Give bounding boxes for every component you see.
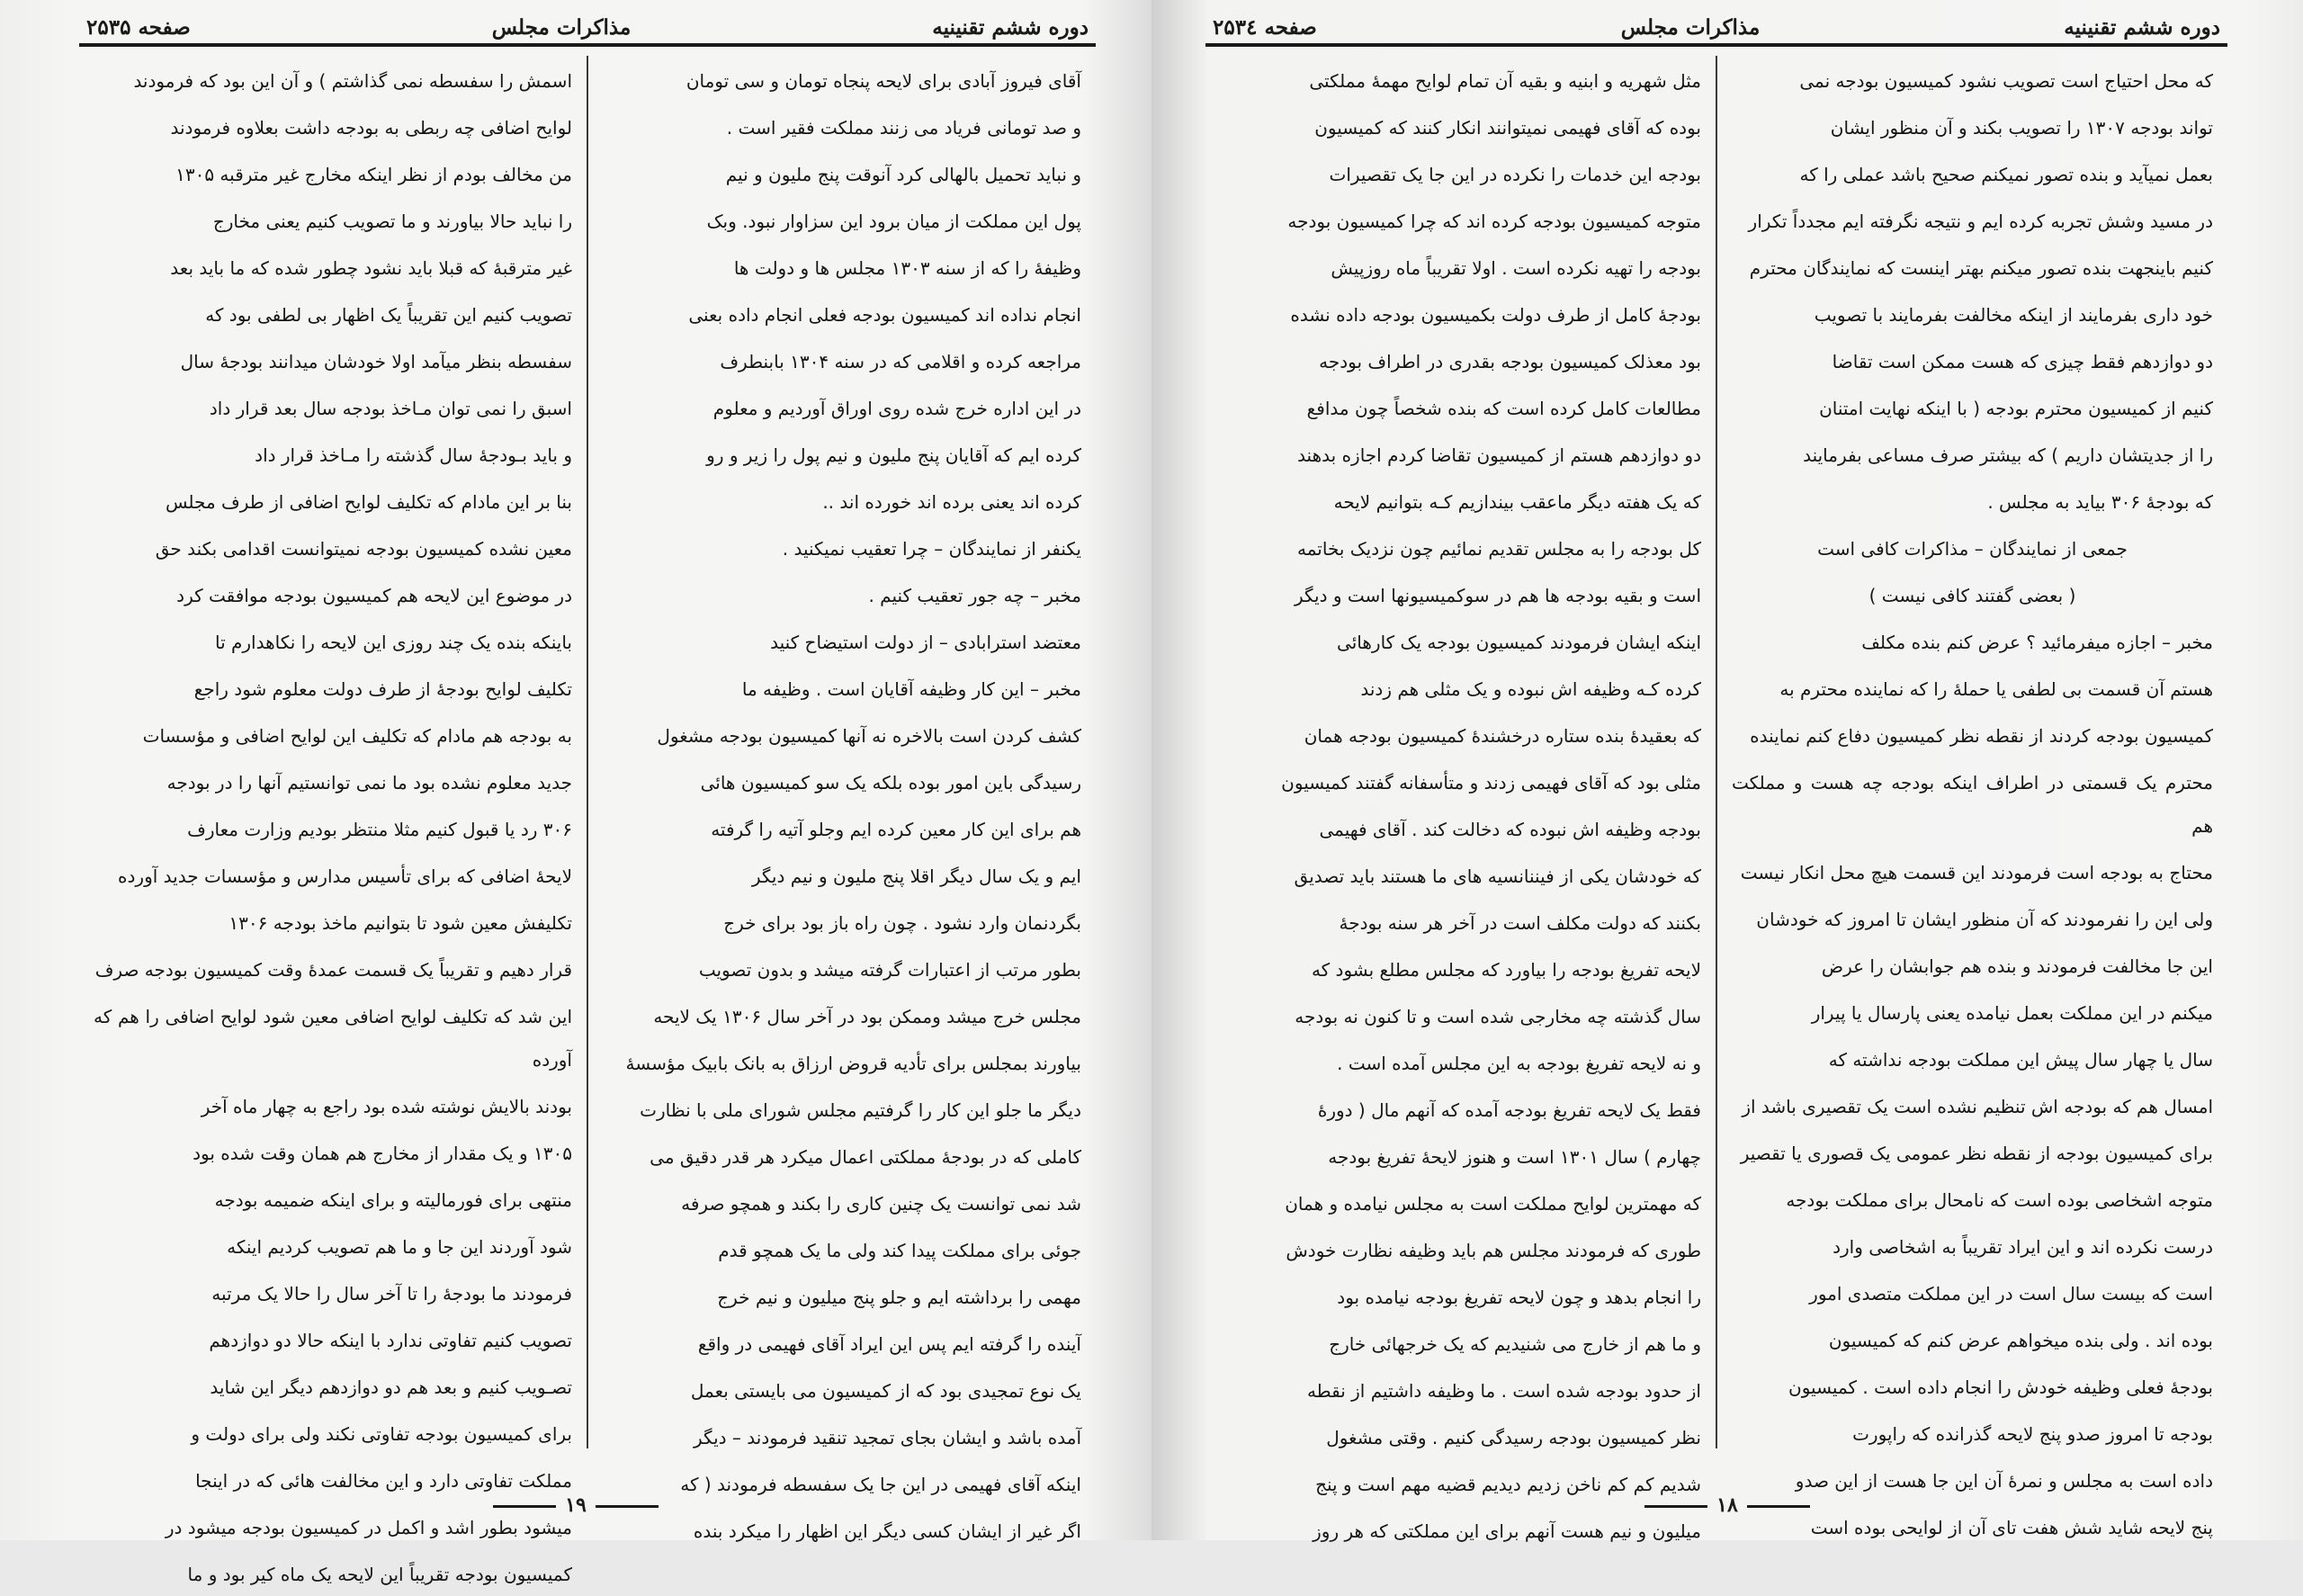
text-line: آینده را گرفته ایم پس این ایراد آقای فهیمی در واقع bbox=[697, 1333, 1081, 1355]
text-line: کرده کـه وظیفه اش نبوده و یک مثلی هم زدند bbox=[1360, 678, 1701, 700]
text-line: کمیسیون بودجه کردند از نقطه نظر کمیسیون دفاع کنم نماینده bbox=[1750, 725, 2213, 747]
left-page-column-right bbox=[588, 56, 1096, 1542]
text-line: مثلی بود که آقای فهیمی زدند و متأسفانه گفتند کمیسیون bbox=[1281, 772, 1701, 794]
text-line: اسبق را نمی توان مـاخذ بودجه سال بعد قرار داد bbox=[209, 398, 572, 419]
text-line: بوده که آقای فهیمی نمیتوانند انکار کنند که کمیسیون bbox=[1314, 117, 1701, 139]
text-line: و نباید تحمیل بالهالی کرد آنوقت پنج ملیون و نیم bbox=[725, 164, 1081, 185]
text-line: بودجه وظیفه اش نبوده که دخالت کند . آقای فهیمی bbox=[1319, 819, 1701, 840]
text-line: تصویب کنیم این تقریباً یک اظهار بی لطفی بود که bbox=[205, 304, 572, 326]
text-line: من مخالف بودم از نظر اینکه مخارج غیر مترقبه ۱۳۰۵ bbox=[175, 164, 572, 185]
text-line: از حدود بودجه شده است . ما وظیفه داشتیم از نقطه bbox=[1306, 1380, 1701, 1402]
text-line: ایم و یک سال دیگر اقلا پنج ملیون و نیم دیگر bbox=[751, 865, 1081, 887]
text-line: میلیون و نیم هست آنهم برای این مملکتی که هر روز bbox=[1313, 1520, 1701, 1542]
text-line: بکنند که دولت مکلف است در آخر هر سنه بودجهٔ bbox=[1339, 912, 1701, 934]
text-line: کنیم از کمیسیون محترم بودجه ( با اینکه نهایت امتنان bbox=[1819, 398, 2213, 419]
text-line: این جا مخالفت فرمودند و بنده هم جوابشان را عرض bbox=[1821, 955, 2213, 977]
left-header-page: صفحه ۲۵۳۵ bbox=[86, 15, 191, 40]
text-line: در این اداره خرج شده روی اوراق آوردیم و معلوم bbox=[712, 398, 1081, 419]
text-line: دیگر ما جلو این کار را گرفتیم مجلس شورای ملی با نظارت bbox=[640, 1099, 1081, 1121]
footer-dash bbox=[493, 1505, 556, 1508]
text-line: کل بودجه را به مجلس تقدیم نمائیم چون نزدیک بخاتمه bbox=[1297, 538, 1701, 560]
text-line: متوجه اشخاصی بوده است که نامحال برای مملکت بودجه bbox=[1786, 1189, 2213, 1211]
text-line: بودجهٔ کامل از طرف دولت بکمیسیون بودجه داده نشده bbox=[1290, 304, 1701, 326]
text-line: خود داری بفرمایند از اینکه مخالفت بفرمایند با تصویب bbox=[1814, 304, 2213, 326]
text-line: بودند بالایش نوشته شده بود راجع به چهار ماه آخر bbox=[201, 1096, 572, 1117]
text-line: به بودجه هم مادام که تکلیف این لوایح اضافی و مؤسسات bbox=[142, 725, 572, 747]
text-line: مطالعات کامل کرده است که بنده شخصاً چون مدافع bbox=[1306, 398, 1701, 419]
left-page-header bbox=[79, 7, 1096, 47]
text-line: میشود بطور اشد و اکمل در کمیسیون بودجه میشود در bbox=[165, 1517, 572, 1538]
text-line: کمیسیون بودجه تقریباً این لایحه یک ماه کیر بود و ما bbox=[187, 1564, 572, 1585]
left-page bbox=[0, 0, 1152, 1585]
text-line: لوایح اضافی چه ربطی به بودجه داشت بعلاوه فرمودند bbox=[170, 117, 572, 139]
text-line: ( بعضی گفتند کافی نیست ) bbox=[1868, 585, 2076, 606]
text-line: بگردنمان وارد نشود . چون راه باز بود برای خرج bbox=[723, 912, 1081, 934]
text-line: که بعقیدهٔ بنده ستاره درخشندهٔ کمیسیون بودجه همان bbox=[1304, 725, 1701, 747]
text-line: لایحهٔ اضافی که برای تأسیس مدارس و مؤسسات جدید آورده bbox=[118, 865, 572, 887]
text-line: است و بقیه بودجه ها هم در سوکمیسیونها است و دیگر bbox=[1294, 585, 1701, 606]
left-page-number: ۱۹ bbox=[565, 1493, 587, 1517]
text-line: بودجه این خدمات را نکرده در این جا یک تقصیرات bbox=[1329, 164, 1701, 185]
text-line: متوجه کمیسیون بودجه کرده اند که چرا کمیسیون بودجه bbox=[1287, 211, 1701, 232]
text-line: سال گذشته چه مخارجی شده است و تا کنون نه بودجه bbox=[1295, 1006, 1701, 1027]
text-line: نظر کمیسیون بودجه رسیدگی کنیم . وقتی مشغول bbox=[1326, 1427, 1701, 1448]
text-line: غیر مترقبهٔ که قبلا باید نشود چطور شده که ما باید بعد bbox=[170, 257, 572, 279]
left-header-title: مذاکرات مجلس bbox=[491, 15, 632, 40]
left-header-volume: دوره ششم تقنینیه bbox=[932, 15, 1089, 40]
text-line: تصویب کنیم تفاوتی ندارد با اینکه حالا دو دوازدهم bbox=[209, 1330, 572, 1351]
text-line: چهارم ) سال ۱۳۰۱ است و هنوز لایحهٔ تفریغ بودجه bbox=[1328, 1146, 1701, 1168]
text-line: بودجه تا امروز صدو پنج لایحه گذرانده که راپورت bbox=[1852, 1423, 2213, 1445]
text-line: کرده اند یعنی برده اند خورده اند .. bbox=[822, 491, 1081, 513]
text-line: داده است به مجلس و نمرهٔ آن این جا هست از این صدو bbox=[1795, 1470, 2213, 1492]
text-line: اسمش را سفسطه نمی گذاشتم ) و آن این بود که فرمودند bbox=[133, 70, 572, 92]
text-line: آمده باشد و ایشان بجای تمجید تنقید فرمودند – دیگر bbox=[694, 1427, 1081, 1448]
text-line: بطور مرتب از اعتبارات گرفته میشد و بدون تصویب bbox=[698, 959, 1081, 981]
text-line: مخبر – چه جور تعقیب کنیم . bbox=[868, 585, 1081, 606]
text-line: تکلیف لوایح بودجهٔ از طرف دولت معلوم شود راجع bbox=[193, 678, 572, 700]
text-line: یکنفر از نمایندگان – چرا تعقیب نمیکنید . bbox=[782, 538, 1081, 560]
text-line: برای کمیسیون بودجه تفاوتی نکند ولی برای دولت و bbox=[191, 1423, 572, 1445]
text-line: اگر غیر از ایشان کسی دیگر این اظهار را میکرد بنده bbox=[693, 1520, 1081, 1542]
text-line: در موضوع این لایحه هم کمیسیون بودجه موافقت کرد bbox=[176, 585, 572, 606]
text-line: مثل شهریه و ابنیه و بقیه آن تمام لوایح مهمهٔ مملکتی bbox=[1309, 70, 1701, 92]
right-page-number: ۱۸ bbox=[1716, 1493, 1738, 1517]
right-page-footer bbox=[1152, 1493, 2303, 1517]
text-line: تکلیفش معین شود تا بتوانیم ماخذ بودجه ۱۳۰۶ bbox=[229, 912, 572, 934]
text-line: را انجام بدهد و چون لایحه تفریغ بودجه نیامده بود bbox=[1337, 1287, 1701, 1308]
text-line: که یک هفته دیگر ماعقب بیندازیم کـه بتوانیم لایحه bbox=[1333, 491, 1701, 513]
text-line: ولی این را نفرمودند که آن منظور ایشان تا امروز که خودشان bbox=[1756, 909, 2213, 930]
text-line: در مسید وشش تجربه کرده ایم و نتیجه نگرفته ایم مجدداً تکرار bbox=[1748, 211, 2213, 232]
text-line: شود آوردند این جا و ما هم تصویب کردیم اینکه bbox=[227, 1236, 572, 1258]
text-line: بعمل نمیآید و بنده تصور نمیکنم صحیح باشد عملی را که bbox=[1799, 164, 2213, 185]
right-page-header bbox=[1205, 7, 2227, 47]
text-line: محتاج به بودجه است فرمودند این قسمت هیچ محل انکار نیست bbox=[1740, 862, 2213, 883]
right-page-column-left bbox=[1205, 56, 1717, 1542]
text-line: لایحه تفریغ بودجه را بیاورد که مجلس مطلع بشود که bbox=[1311, 959, 1701, 981]
text-line: بودجهٔ فعلی وظیفه خودش را انجام داده است . کمیسیون bbox=[1788, 1376, 2213, 1398]
right-header-title: مذاکرات مجلس bbox=[1620, 15, 1761, 40]
text-line: معتضد استرابادی – از دولت استیضاح کنید bbox=[770, 632, 1081, 653]
text-line: درست نکرده اند و این ایراد تقریباً به اشخاصی وارد bbox=[1833, 1236, 2213, 1258]
text-line: مملکت تفاوتی دارد و این مخالفت هائی که در اینجا bbox=[195, 1470, 572, 1492]
text-line: را از جدیتشان داریم ) که بیشتر صرف مساعی بفرمایند bbox=[1803, 444, 2213, 466]
text-line: برای کمیسیون بودجه از نقطه نظر عمومی یک قصوری یا تقصیر bbox=[1740, 1143, 2213, 1164]
text-line: شد نمی توانست یک چنین کاری را بکند و همچو صرفه bbox=[681, 1193, 1081, 1215]
text-line: مهمی را برداشته ایم و جلو پنج میلیون و نیم خرج bbox=[717, 1287, 1081, 1308]
text-line: یک نوع تمجیدی بود که از کمیسیون می بایستی بعمل bbox=[690, 1380, 1081, 1402]
text-line: منتهی برای فورمالیته و برای اینکه ضمیمه بودجه bbox=[214, 1189, 572, 1211]
text-line: بنا بر این مادام که تکلیف لوایح اضافی از طرف مجلس bbox=[165, 491, 572, 513]
text-line: مجلس خرج میشد وممکن بود در آخر سال ۱۳۰۶ یک لایحه bbox=[653, 1006, 1081, 1027]
text-line: بوده اند . ولی بنده میخواهم عرض کنم که کمیسیون bbox=[1828, 1330, 2213, 1351]
text-line: جدید معلوم نشده بود ما نمی توانستیم آنها را در بودجه bbox=[166, 772, 572, 794]
text-line: کرده ایم که آقایان پنج ملیون و نیم پول را زیر و رو bbox=[706, 444, 1081, 466]
text-line: پول این مملکت از میان برود این سزاوار نبود. وبک bbox=[706, 211, 1081, 232]
text-line: کشف کردن است بالاخره نه آنها کمیسیون بودجه مشغول bbox=[657, 725, 1081, 747]
text-line: که محل احتیاج است تصویب نشود کمیسیون بودجه نمی bbox=[1799, 70, 2213, 92]
text-line: اینکه آقای فهیمی در این جا یک سفسطه فرمودند ( که bbox=[680, 1474, 1081, 1495]
text-line: بودجه را تهیه نکرده است . اولا تقریباً ماه روزپیش bbox=[1331, 257, 1701, 279]
text-line: دو دوازدهم فقط چیزی که هست ممکن است تقاضا bbox=[1832, 351, 2213, 372]
text-line: این شد که تکلیف لوایح اضافی معین شود لوایح اضافی را هم که آورده bbox=[94, 1006, 572, 1071]
text-line: جمعی از نمایندگان – مذاکرات کافی است bbox=[1817, 538, 2128, 560]
text-line: مخبر – اجازه میفرمائید ؟ عرض کنم بنده مکلف bbox=[1861, 632, 2213, 653]
text-line: هم برای این کار معین کرده ایم وجلو آتیه را گرفته bbox=[711, 819, 1081, 840]
text-line: کنیم باینجهت بنده تصور میکنم بهتر اینست که نمایندگان محترم bbox=[1749, 257, 2213, 279]
text-line: امسال هم که بودجه اش تنظیم نشده است یک تقصیری باشد از bbox=[1742, 1096, 2213, 1117]
text-line: مخبر – این کار وظیفه آقایان است . وظیفه ما bbox=[741, 678, 1081, 700]
text-line: هستم آن قسمت بی لطفی یا حملهٔ را که نماینده محترم به bbox=[1779, 678, 2213, 700]
right-header-page: صفحه ۲۵۳٤ bbox=[1213, 15, 1317, 40]
text-line: جوئی برای مملکت پیدا کند ولی ما یک همچو قدم bbox=[718, 1240, 1081, 1261]
text-line: و نه لایحه تفریغ بودجه به این مجلس آمده است . bbox=[1337, 1053, 1701, 1074]
left-page-footer bbox=[0, 1493, 1152, 1517]
text-line: سفسطه بنظر میآمد اولا خودشان میدانند بودجهٔ سال bbox=[180, 351, 572, 372]
text-line: وظیفهٔ را که از سنه ۱۳۰۳ مجلس ها و دولت ها bbox=[733, 257, 1081, 279]
text-line: تواند بودجه ۱۳۰۷ را تصویب بکند و آن منظور ایشان bbox=[1830, 117, 2213, 139]
text-line: سال یا چهار سال پیش این مملکت بودجه نداشته که bbox=[1828, 1049, 2213, 1071]
text-line: قرار دهیم و تقریباً یک قسمت عمدهٔ وقت کمیسیون بودجه صرف bbox=[94, 959, 572, 981]
text-line: انجام نداده اند کمیسیون بودجه فعلی انجام داده بعنی bbox=[688, 304, 1081, 326]
text-line: ۳۰۶ رد یا قبول کنیم مثلا منتظر بودیم وزارت معارف bbox=[187, 819, 572, 840]
text-line: شدیم کم کم ناخن زدیم دیدیم قضیه مهم است و پنج bbox=[1315, 1474, 1701, 1495]
text-line: را نباید حالا بیاورند و ما تصویب کنیم یعنی مخارج bbox=[212, 211, 572, 232]
text-line: میکنم در این مملکت بعمل نیامده یعنی پارسال یا پیرار bbox=[1811, 1002, 2213, 1024]
text-line: بود معذلک کمیسیون بودجه بقدری در اطراف بودجه bbox=[1319, 351, 1701, 372]
text-line: پنج لایحه شاید شش هفت تای آن از لوایحی بوده است bbox=[1810, 1517, 2213, 1538]
text-line: مراجعه کرده و اقلامی که در سنه ۱۳۰۴ بابنطرف bbox=[720, 351, 1081, 372]
text-line: و ما هم از خارج می شنیدیم که یک خرجهائی خارج bbox=[1329, 1333, 1701, 1355]
text-line: و باید بـودجهٔ سال گذشته را مـاخذ قرار داد bbox=[255, 444, 572, 466]
text-line: فقط یک لایحه تفریغ بودجه آمده که آنهم مال ( دورهٔ bbox=[1317, 1099, 1701, 1121]
text-line: کاملی که در بودجهٔ مملکتی اعمال میکرد هر قدر دقیق می bbox=[650, 1146, 1081, 1168]
text-line: باینکه بنده یک چند روزی این لایحه را نکاهدارم تا bbox=[215, 632, 572, 653]
text-line: که خودشان یکی از فیننانسیه های ما هستند باید تصدیق bbox=[1294, 865, 1701, 887]
text-line: اینکه ایشان فرمودند کمیسیون بودجه یک کارهائی bbox=[1337, 632, 1701, 653]
text-line: معین نشده کمیسیون بودجه نمیتوانست اقدامی بکند حق bbox=[155, 538, 572, 560]
footer-dash bbox=[1747, 1505, 1810, 1508]
text-line: است که بیست سال است در این مملکت متصدی امور bbox=[1809, 1283, 2213, 1305]
text-line: رسیدگی باین امور بوده بلکه یک سو کمیسیون هائی bbox=[700, 772, 1081, 794]
footer-dash bbox=[1644, 1505, 1707, 1508]
text-line: که بودجهٔ ۳۰۶ بیاید به مجلس . bbox=[1987, 491, 2213, 513]
footer-dash bbox=[596, 1505, 659, 1508]
text-line: محترم یک قسمتی در اطراف اینکه بودجه چه هست و مملکت هم bbox=[1732, 772, 2213, 837]
text-line: و صد تومانی فریاد می زنند مملکت فقیر است . bbox=[726, 117, 1081, 139]
text-line: که مهمترین لوایح مملکت است به مجلس نیامده و همان bbox=[1285, 1193, 1701, 1215]
right-page bbox=[1152, 0, 2303, 1540]
text-line: ۱۳۰۵ و یک مقدار از مخارج هم همان وقت شده بود bbox=[193, 1143, 572, 1164]
text-line: آقای فیروز آبادی برای لایحه پنجاه تومان و سی تومان bbox=[686, 70, 1081, 92]
text-line: فرمودند ما بودجهٔ را تا آخر سال را حالا یک مرتبه bbox=[211, 1283, 572, 1305]
text-line: دو دوازدهم هستم از کمیسیون تقاضا کردم اجازه بدهند bbox=[1297, 444, 1701, 466]
right-header-volume: دوره ششم تقنینیه bbox=[2064, 15, 2220, 40]
text-line: طوری که فرمودند مجلس هم باید وظیفه نظارت خودش bbox=[1286, 1240, 1701, 1261]
text-line: بیاورند بمجلس برای تأدیه قروض ارزاق به بانک بابیک مؤسسهٔ bbox=[625, 1053, 1081, 1074]
text-line: تصـویب کنیم و بعد هم دو دوازدهم دیگر این شاید bbox=[210, 1376, 572, 1398]
